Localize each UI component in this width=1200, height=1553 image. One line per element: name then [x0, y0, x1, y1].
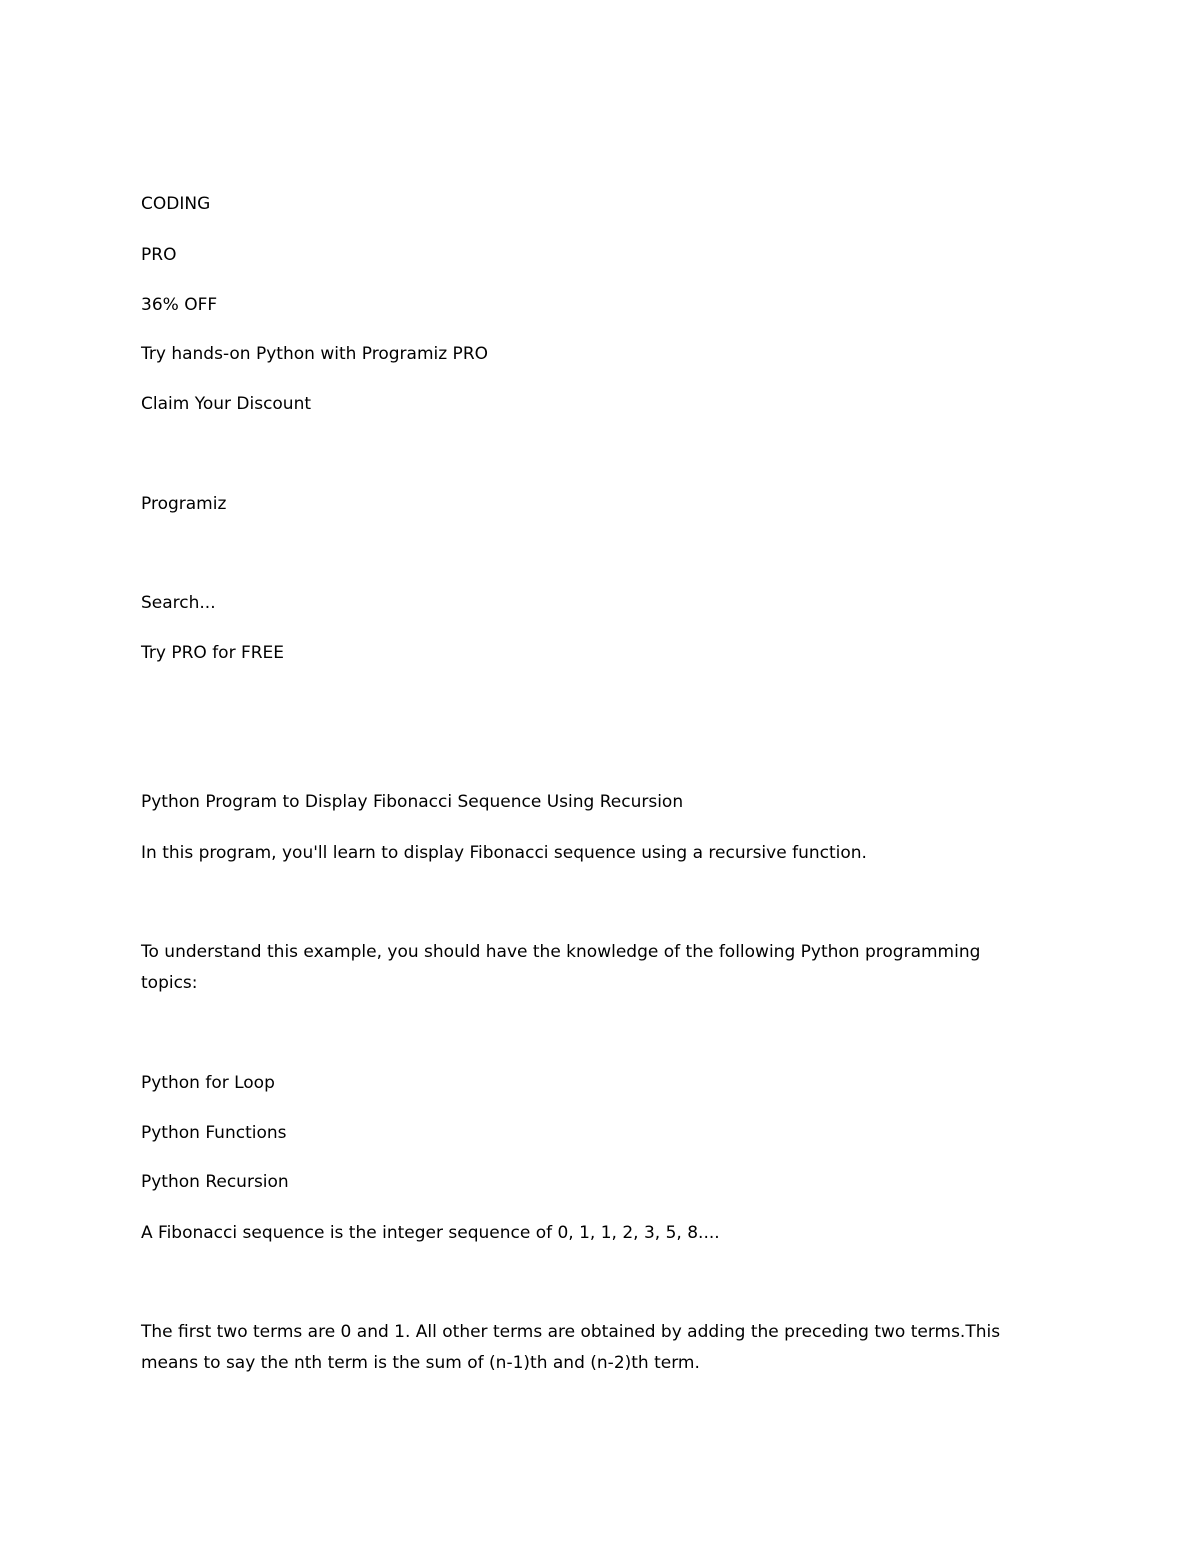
explanation-paragraph: The first two terms are 0 and 1. All other terms are obtained by adding the preceding two terms.This means to say the nth term is the sum of (n-1)th and (n-2)th term.	[141, 1322, 1001, 1373]
topic-link-recursion[interactable]: Python Recursion	[141, 1172, 289, 1192]
try-pro-button[interactable]: Try PRO for FREE	[141, 643, 285, 663]
banner-coding-text: CODING	[141, 194, 211, 214]
definition-paragraph: A Fibonacci sequence is the integer sequence of 0, 1, 1, 2, 3, 5, 8....	[141, 1223, 720, 1243]
topic-link-for-loop[interactable]: Python for Loop	[141, 1073, 275, 1093]
banner-discount-text: 36% OFF	[141, 295, 218, 315]
brand-logo-text[interactable]: Programiz	[141, 494, 227, 514]
banner-tagline: Try hands-on Python with Programiz PRO	[141, 344, 489, 364]
claim-discount-link[interactable]: Claim Your Discount	[141, 394, 312, 414]
prereq-paragraph: To understand this example, you should have the knowledge of the following Python programming topics:	[141, 942, 981, 993]
intro-paragraph: In this program, you'll learn to display Fibonacci sequence using a recursive function.	[141, 843, 867, 863]
page-title: Python Program to Display Fibonacci Sequence Using Recursion	[141, 792, 684, 812]
topic-link-functions[interactable]: Python Functions	[141, 1123, 287, 1143]
search-input[interactable]: Search...	[141, 593, 216, 613]
banner-pro-text: PRO	[141, 245, 177, 265]
